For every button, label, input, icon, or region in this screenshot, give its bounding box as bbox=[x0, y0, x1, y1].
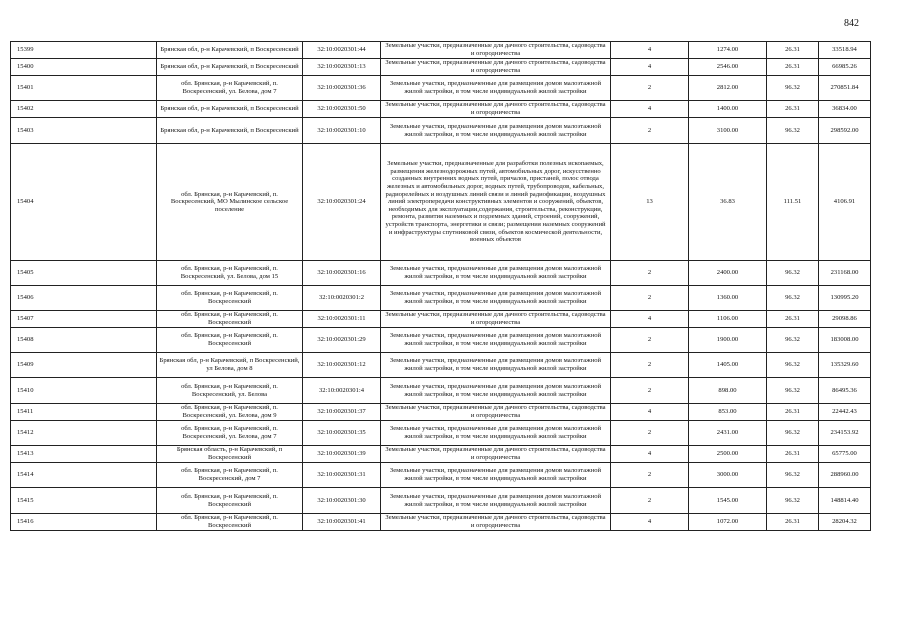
cadastral-number-cell: 32:10:0020301:44 bbox=[303, 42, 381, 59]
cadastral-value-cell: 29098.86 bbox=[819, 311, 871, 328]
table-row bbox=[11, 514, 871, 531]
table-row bbox=[11, 463, 871, 488]
row-number-cell: 15404 bbox=[11, 144, 157, 261]
category-code-cell: 2 bbox=[611, 378, 689, 404]
land-use-category-cell: Земельные участки, предназначенные для размещения домов малоэтажной жилой застройки, в том числе индивидуальной жилой застройки bbox=[381, 328, 611, 353]
address-cell: обл. Брянская, р-н Карачевский, п. Воскресенский bbox=[157, 311, 303, 328]
specific-value-cell: 96.32 bbox=[767, 261, 819, 286]
area-cell: 1106.00 bbox=[689, 311, 767, 328]
table-row bbox=[11, 353, 871, 378]
row-number-cell: 15415 bbox=[11, 488, 157, 514]
area-cell: 1400.00 bbox=[689, 101, 767, 118]
area-cell: 1545.00 bbox=[689, 488, 767, 514]
land-use-category-cell: Земельные участки, предназначенные для размещения домов малоэтажной жилой застройки, в том числе индивидуальной жилой застройки bbox=[381, 353, 611, 378]
area-cell: 3100.00 bbox=[689, 118, 767, 144]
address-cell: Брянская область, р-н Карачевский, п Воскресенский bbox=[157, 446, 303, 463]
cadastral-value-cell: 28204.32 bbox=[819, 514, 871, 531]
cadastral-value-cell: 148814.40 bbox=[819, 488, 871, 514]
row-number-cell: 15400 bbox=[11, 59, 157, 76]
table-row bbox=[11, 118, 871, 144]
area-cell: 3000.00 bbox=[689, 463, 767, 488]
category-code-cell: 2 bbox=[611, 118, 689, 144]
table-row bbox=[11, 311, 871, 328]
table-row bbox=[11, 59, 871, 76]
cadastral-value-cell: 86495.36 bbox=[819, 378, 871, 404]
row-number-cell: 15406 bbox=[11, 286, 157, 311]
category-code-cell: 4 bbox=[611, 404, 689, 421]
category-code-cell: 4 bbox=[611, 59, 689, 76]
category-code-cell: 2 bbox=[611, 353, 689, 378]
land-use-category-cell: Земельные участки, предназначенные для дачного строительства, садоводства и огородничества bbox=[381, 404, 611, 421]
land-use-category-cell: Земельные участки, предназначенные для дачного строительства, садоводства и огородничества bbox=[381, 59, 611, 76]
address-cell: обл. Брянская, р-н Карачевский, п. Воскресенский, МО Мылинское сельское поселение bbox=[157, 144, 303, 261]
land-use-category-cell: Земельные участки, предназначенные для размещения домов малоэтажной жилой застройки, в том числе индивидуальной жилой застройки bbox=[381, 463, 611, 488]
specific-value-cell: 26.31 bbox=[767, 42, 819, 59]
land-use-category-cell: Земельные участки, предназначенные для разработки полезных ископаемых, размещения железнодорожных путей, автомобильных дорог, искусственно созданных внутренних водных путей, причалов, пристаней, полос отвода железных и автомобильных дорог, водных путей, трубопроводов, кабельных, радиорелейных и воздушных линий связи и линий радиофикации, воздушных линий электропередачи конструктивных элементов и сооружений, объектов, необходимых для эксплуатации,содержания, строительства, реконструкции, ремонта, развития наземных и подземных зданий, строений, сооружений, устройств транспорта, энергетики и связи; размещения наземных сооружений и инфраструктуры спутниковой связи, объектов космической деятельности, военных объектов bbox=[381, 144, 611, 261]
cadastral-number-cell: 32:10:0020301:31 bbox=[303, 463, 381, 488]
land-use-category-cell: Земельные участки, предназначенные для размещения домов малоэтажной жилой застройки, в том числе индивидуальной жилой застройки bbox=[381, 76, 611, 101]
cadastral-value-cell: 22442.43 bbox=[819, 404, 871, 421]
specific-value-cell: 96.32 bbox=[767, 328, 819, 353]
category-code-cell: 2 bbox=[611, 328, 689, 353]
row-number-cell: 15416 bbox=[11, 514, 157, 531]
specific-value-cell: 111.51 bbox=[767, 144, 819, 261]
cadastral-value-cell: 183008.00 bbox=[819, 328, 871, 353]
table-row bbox=[11, 76, 871, 101]
address-cell: обл. Брянская, р-н Карачевский, п. Воскресенский, ул. Белова, дом 15 bbox=[157, 261, 303, 286]
table-row bbox=[11, 404, 871, 421]
specific-value-cell: 96.32 bbox=[767, 421, 819, 446]
cadastral-number-cell: 32:10:0020301:12 bbox=[303, 353, 381, 378]
cadastral-value-cell: 234153.92 bbox=[819, 421, 871, 446]
address-cell: обл. Брянская, р-н Карачевский, п. Воскресенский bbox=[157, 328, 303, 353]
category-code-cell: 2 bbox=[611, 421, 689, 446]
category-code-cell: 13 bbox=[611, 144, 689, 261]
table-row bbox=[11, 42, 871, 59]
row-number-cell: 15408 bbox=[11, 328, 157, 353]
row-number-cell: 15411 bbox=[11, 404, 157, 421]
address-cell: обл. Брянская, р-н Карачевский, п. Воскресенский bbox=[157, 286, 303, 311]
cadastral-number-cell: 32:10:0020301:37 bbox=[303, 404, 381, 421]
cadastral-number-cell: 32:10:0020301:39 bbox=[303, 446, 381, 463]
category-code-cell: 4 bbox=[611, 514, 689, 531]
land-use-category-cell: Земельные участки, предназначенные для размещения домов малоэтажной жилой застройки, в том числе индивидуальной жилой застройки bbox=[381, 488, 611, 514]
category-code-cell: 2 bbox=[611, 286, 689, 311]
area-cell: 1360.00 bbox=[689, 286, 767, 311]
cadastral-value-cell: 66985.26 bbox=[819, 59, 871, 76]
land-use-category-cell: Земельные участки, предназначенные для размещения домов малоэтажной жилой застройки, в том числе индивидуальной жилой застройки bbox=[381, 261, 611, 286]
land-use-category-cell: Земельные участки, предназначенные для дачного строительства, садоводства и огородничества bbox=[381, 101, 611, 118]
row-number-cell: 15399 bbox=[11, 42, 157, 59]
category-code-cell: 2 bbox=[611, 76, 689, 101]
area-cell: 2546.00 bbox=[689, 59, 767, 76]
address-cell: Брянская обл, р-н Карачевский, п Воскресенский bbox=[157, 59, 303, 76]
area-cell: 898.00 bbox=[689, 378, 767, 404]
cadastral-value-cell: 298592.00 bbox=[819, 118, 871, 144]
cadastral-number-cell: 32:10:0020301:36 bbox=[303, 76, 381, 101]
land-use-category-cell: Земельные участки, предназначенные для дачного строительства, садоводства и огородничества bbox=[381, 514, 611, 531]
cadastral-number-cell: 32:10:0020301:2 bbox=[303, 286, 381, 311]
row-number-cell: 15405 bbox=[11, 261, 157, 286]
row-number-cell: 15412 bbox=[11, 421, 157, 446]
specific-value-cell: 96.32 bbox=[767, 76, 819, 101]
table-row bbox=[11, 144, 871, 261]
cadastral-number-cell: 32:10:0020301:30 bbox=[303, 488, 381, 514]
table-row bbox=[11, 421, 871, 446]
specific-value-cell: 26.31 bbox=[767, 59, 819, 76]
category-code-cell: 4 bbox=[611, 101, 689, 118]
cadastral-number-cell: 32:10:0020301:35 bbox=[303, 421, 381, 446]
land-use-category-cell: Земельные участки, предназначенные для размещения домов малоэтажной жилой застройки, в том числе индивидуальной жилой застройки bbox=[381, 378, 611, 404]
page-number: 842 bbox=[844, 18, 859, 29]
specific-value-cell: 26.31 bbox=[767, 311, 819, 328]
address-cell: обл. Брянская, р-н Карачевский, п. Воскресенский, ул. Белова, дом 9 bbox=[157, 404, 303, 421]
area-cell: 1405.00 bbox=[689, 353, 767, 378]
address-cell: Брянская обл, р-н Карачевский, п Воскресенский bbox=[157, 42, 303, 59]
address-cell: обл. Брянская, р-н Карачевский, п. Воскресенский, ул. Белова, дом 7 bbox=[157, 76, 303, 101]
specific-value-cell: 26.31 bbox=[767, 446, 819, 463]
address-cell: Брянская обл, р-н Карачевский, п Воскресенский, ул Белова, дом 8 bbox=[157, 353, 303, 378]
area-cell: 2500.00 bbox=[689, 446, 767, 463]
cadastral-value-cell: 130995.20 bbox=[819, 286, 871, 311]
specific-value-cell: 96.32 bbox=[767, 118, 819, 144]
land-plots-table bbox=[10, 41, 871, 531]
cadastral-number-cell: 32:10:0020301:24 bbox=[303, 144, 381, 261]
table-row bbox=[11, 261, 871, 286]
specific-value-cell: 26.31 bbox=[767, 404, 819, 421]
area-cell: 853.00 bbox=[689, 404, 767, 421]
specific-value-cell: 96.32 bbox=[767, 286, 819, 311]
area-cell: 1274.00 bbox=[689, 42, 767, 59]
table-row bbox=[11, 446, 871, 463]
specific-value-cell: 26.31 bbox=[767, 514, 819, 531]
address-cell: обл. Брянская, р-н Карачевский, п. Воскресенский bbox=[157, 488, 303, 514]
cadastral-number-cell: 32:10:0020301:50 bbox=[303, 101, 381, 118]
area-cell: 1072.00 bbox=[689, 514, 767, 531]
land-use-category-cell: Земельные участки, предназначенные для размещения домов малоэтажной жилой застройки, в том числе индивидуальной жилой застройки bbox=[381, 118, 611, 144]
address-cell: обл. Брянская, р-н Карачевский, п. Воскресенский, ул. Белова bbox=[157, 378, 303, 404]
table-row bbox=[11, 488, 871, 514]
table-row bbox=[11, 286, 871, 311]
cadastral-number-cell: 32:10:0020301:10 bbox=[303, 118, 381, 144]
cadastral-number-cell: 32:10:0020301:4 bbox=[303, 378, 381, 404]
cadastral-value-cell: 65775.00 bbox=[819, 446, 871, 463]
cadastral-number-cell: 32:10:0020301:11 bbox=[303, 311, 381, 328]
category-code-cell: 4 bbox=[611, 446, 689, 463]
row-number-cell: 15410 bbox=[11, 378, 157, 404]
land-use-category-cell: Земельные участки, предназначенные для размещения домов малоэтажной жилой застройки, в том числе индивидуальной жилой застройки bbox=[381, 421, 611, 446]
specific-value-cell: 96.32 bbox=[767, 353, 819, 378]
category-code-cell: 4 bbox=[611, 42, 689, 59]
row-number-cell: 15403 bbox=[11, 118, 157, 144]
cadastral-number-cell: 32:10:0020301:13 bbox=[303, 59, 381, 76]
table-row bbox=[11, 101, 871, 118]
area-cell: 2400.00 bbox=[689, 261, 767, 286]
category-code-cell: 2 bbox=[611, 463, 689, 488]
address-cell: Брянская обл, р-н Карачевский, п Воскресенский bbox=[157, 101, 303, 118]
area-cell: 36.83 bbox=[689, 144, 767, 261]
cadastral-number-cell: 32:10:0020301:29 bbox=[303, 328, 381, 353]
area-cell: 2812.00 bbox=[689, 76, 767, 101]
specific-value-cell: 96.32 bbox=[767, 378, 819, 404]
specific-value-cell: 96.32 bbox=[767, 488, 819, 514]
row-number-cell: 15413 bbox=[11, 446, 157, 463]
cadastral-value-cell: 288960.00 bbox=[819, 463, 871, 488]
area-cell: 2431.00 bbox=[689, 421, 767, 446]
row-number-cell: 15414 bbox=[11, 463, 157, 488]
cadastral-value-cell: 135329.60 bbox=[819, 353, 871, 378]
land-use-category-cell: Земельные участки, предназначенные для размещения домов малоэтажной жилой застройки, в том числе индивидуальной жилой застройки bbox=[381, 286, 611, 311]
row-number-cell: 15409 bbox=[11, 353, 157, 378]
row-number-cell: 15407 bbox=[11, 311, 157, 328]
category-code-cell: 4 bbox=[611, 311, 689, 328]
row-number-cell: 15401 bbox=[11, 76, 157, 101]
address-cell: обл. Брянская, р-н Карачевский, п. Воскресенский, ул. Белова, дом 7 bbox=[157, 421, 303, 446]
cadastral-number-cell: 32:10:0020301:41 bbox=[303, 514, 381, 531]
cadastral-value-cell: 33518.94 bbox=[819, 42, 871, 59]
land-use-category-cell: Земельные участки, предназначенные для дачного строительства, садоводства и огородничества bbox=[381, 311, 611, 328]
table-body bbox=[11, 42, 871, 531]
address-cell: обл. Брянская, р-н Карачевский, п. Воскресенский bbox=[157, 514, 303, 531]
address-cell: Брянская обл, р-н Карачевский, п Воскресенский bbox=[157, 118, 303, 144]
cadastral-value-cell: 36834.00 bbox=[819, 101, 871, 118]
cadastral-value-cell: 231168.00 bbox=[819, 261, 871, 286]
land-use-category-cell: Земельные участки, предназначенные для дачного строительства, садоводства и огородничества bbox=[381, 446, 611, 463]
address-cell: обл. Брянская, р-н Карачевский, п. Воскресенский, дом 7 bbox=[157, 463, 303, 488]
table-row bbox=[11, 378, 871, 404]
area-cell: 1900.00 bbox=[689, 328, 767, 353]
cadastral-value-cell: 270851.84 bbox=[819, 76, 871, 101]
cadastral-number-cell: 32:10:0020301:16 bbox=[303, 261, 381, 286]
specific-value-cell: 96.32 bbox=[767, 463, 819, 488]
land-use-category-cell: Земельные участки, предназначенные для дачного строительства, садоводства и огородничества bbox=[381, 42, 611, 59]
table-row bbox=[11, 328, 871, 353]
category-code-cell: 2 bbox=[611, 488, 689, 514]
cadastral-value-cell: 4106.91 bbox=[819, 144, 871, 261]
specific-value-cell: 26.31 bbox=[767, 101, 819, 118]
category-code-cell: 2 bbox=[611, 261, 689, 286]
row-number-cell: 15402 bbox=[11, 101, 157, 118]
